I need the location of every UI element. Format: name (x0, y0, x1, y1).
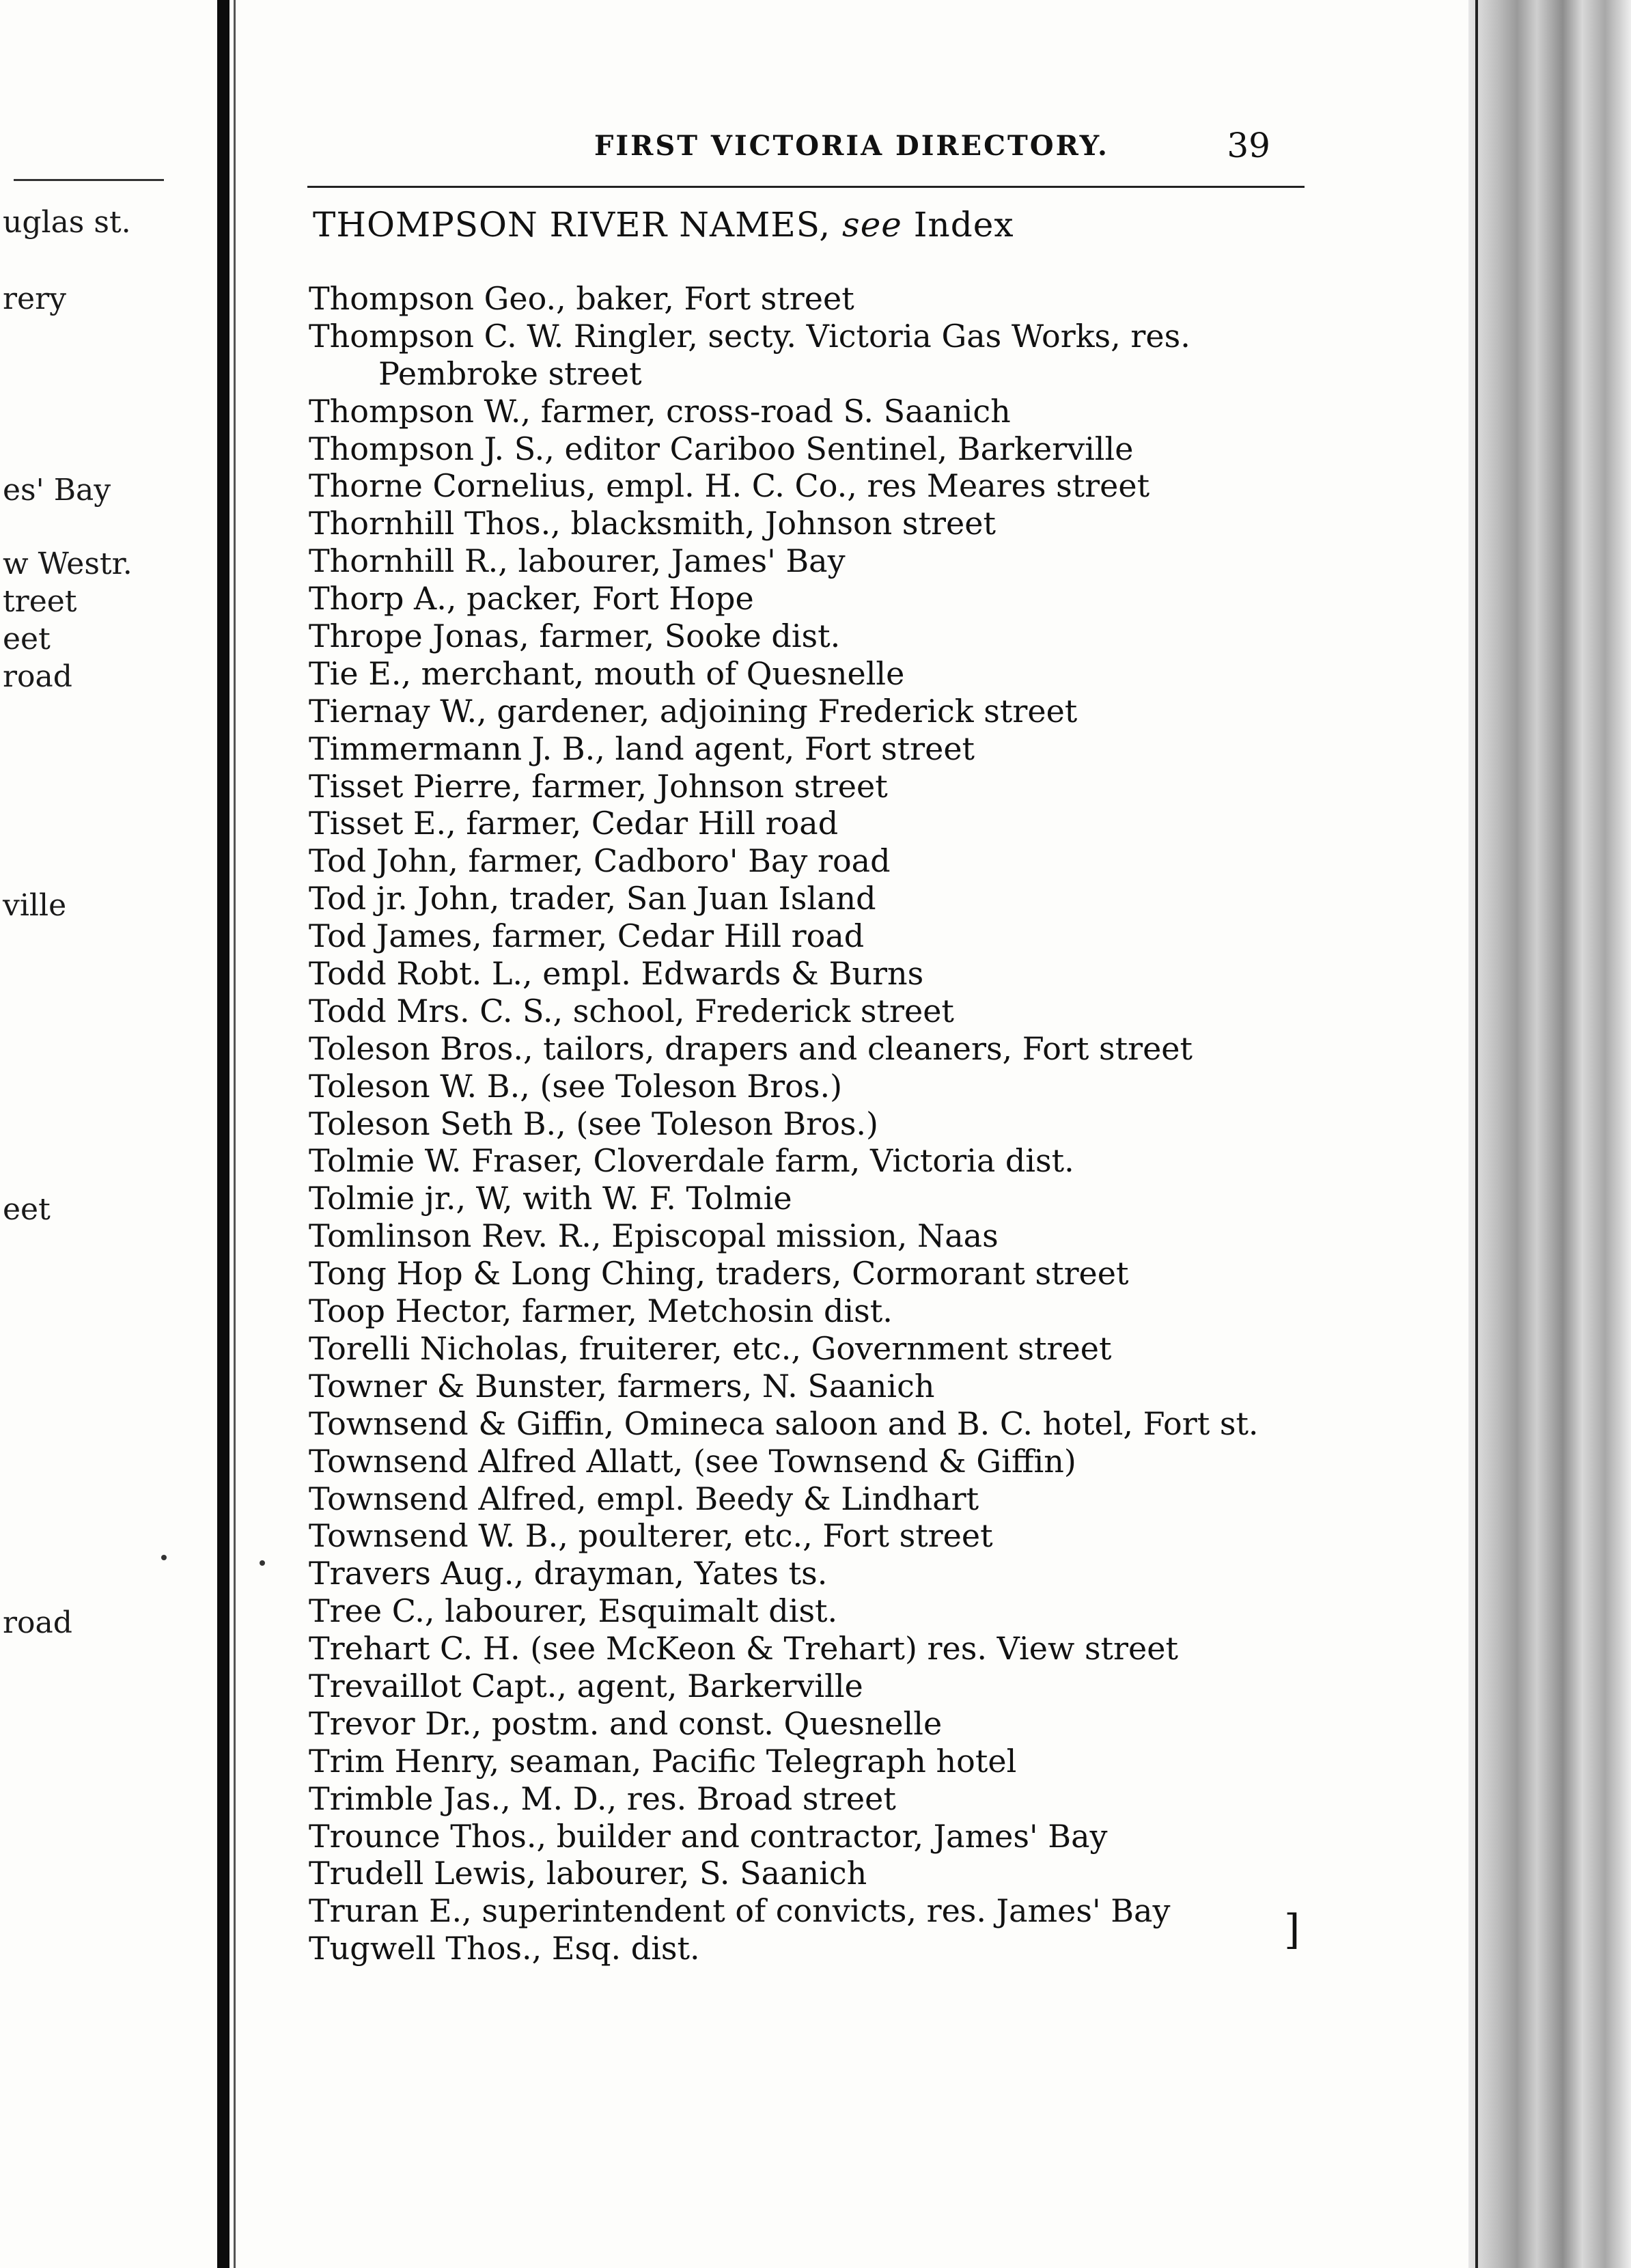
section-heading-title: THOMPSON RIVER NAMES, (313, 205, 831, 245)
directory-entry: Tong Hop & Long Ching, traders, Cormorant street (309, 1255, 1129, 1292)
binding-gutter (217, 0, 229, 2268)
directory-entry: Trudell Lewis, labourer, S. Saanich (309, 1855, 867, 1892)
section-heading (313, 205, 1014, 245)
directory-entry: Trehart C. H. (see McKeon & Trehart) res. View street (309, 1630, 1178, 1668)
directory-entry: Thompson J. S., editor Cariboo Sentinel, Barkerville (309, 430, 1134, 467)
directory-entry: Tod jr. John, trader, San Juan Island (309, 880, 876, 917)
directory-entry: Tolmie W. Fraser, Cloverdale farm, Victoria dist. (309, 1142, 1074, 1180)
directory-entry: Tree C., labourer, Esquimalt dist. (309, 1592, 838, 1630)
directory-entry: Townsend W. B., poulterer, etc., Fort street (309, 1517, 993, 1555)
directory-entry: Truran E., superintendent of convicts, res. James' Bay (309, 1892, 1171, 1930)
directory-entry: Thorne Cornelius, empl. H. C. Co., res Meares street (309, 467, 1150, 505)
directory-entry: Thompson W., farmer, cross-road S. Saanich (309, 392, 1011, 430)
directory-entry: Toop Hector, farmer, Metchosin dist. (309, 1292, 893, 1330)
left-fragment: road (3, 1605, 72, 1640)
left-fragment: w Westr. (3, 547, 133, 581)
directory-entry: Tod John, farmer, Cadboro' Bay road (309, 842, 891, 880)
left-fragment: treet (3, 584, 77, 619)
binding-gutter-edge (234, 0, 236, 2268)
left-fragment: road (3, 659, 72, 694)
directory-entry: Thrope Jonas, farmer, Sooke dist. (309, 618, 841, 655)
directory-entry: Tisset E., farmer, Cedar Hill road (309, 805, 839, 842)
directory-entry-continuation: Pembroke street (378, 355, 642, 392)
running-title: FIRST VICTORIA DIRECTORY. (594, 130, 1109, 162)
directory-entry: Tiernay W., gardener, adjoining Frederick street (309, 692, 1078, 730)
page-edge-rule (1475, 0, 1478, 2268)
directory-entry: Toleson Seth B., (see Toleson Bros.) (309, 1105, 878, 1142)
directory-entry: Townsend & Giffin, Omineca saloon and B. C. hotel, Fort st. (309, 1405, 1259, 1442)
directory-entry: Trevaillot Capt., agent, Barkerville (309, 1667, 863, 1704)
directory-entry: Todd Mrs. C. S., school, Frederick street (309, 992, 954, 1029)
left-fragment: es' Bay (3, 473, 111, 508)
directory-entry: Trim Henry, seaman, Pacific Telegraph hotel (309, 1742, 1017, 1780)
directory-entry: Trevor Dr., postm. and const. Quesnelle (309, 1704, 943, 1742)
left-fragment: ville (3, 888, 67, 923)
directory-entry: Torelli Nicholas, fruiterer, etc., Government street (309, 1329, 1112, 1367)
left-fragment: rery (3, 281, 66, 316)
header-rule (307, 186, 1305, 188)
directory-entry: Tugwell Thos., Esq. dist. (309, 1930, 700, 1967)
page-edge-stack (1468, 0, 1631, 2268)
directory-entry: Toleson W. B., (see Toleson Bros.) (309, 1067, 843, 1105)
directory-entry: Townsend Alfred Allatt, (see Townsend & Giffin) (309, 1442, 1076, 1480)
directory-entry: Tolmie jr., W, with W. F. Tolmie (309, 1180, 792, 1217)
directory-entry: Trounce Thos., builder and contractor, James' Bay (309, 1817, 1108, 1855)
directory-entry: Toleson Bros., tailors, drapers and cleaners, Fort street (309, 1029, 1193, 1067)
left-fragment: eet (3, 1192, 51, 1227)
directory-entry: Tod James, farmer, Cedar Hill road (309, 917, 865, 955)
running-header (307, 126, 1311, 171)
directory-entry: Thompson Geo., baker, Fort street (309, 280, 854, 317)
directory-entry: Travers Aug., drayman, Yates ts. (309, 1555, 828, 1592)
left-page-fragments (0, 0, 217, 2268)
directory-entry: Tie E., merchant, mouth of Quesnelle (309, 654, 905, 692)
directory-entry: Towner & Bunster, farmers, N. Saanich (309, 1367, 935, 1405)
margin-bracket-mark: ] (1284, 1906, 1300, 1954)
section-heading-see: see (842, 205, 902, 245)
directory-entry: Tisset Pierre, farmer, Johnson street (309, 767, 888, 805)
directory-entry: Todd Robt. L., empl. Edwards & Burns (309, 955, 924, 993)
page-number: 39 (1227, 126, 1270, 165)
left-fragment: eet (3, 622, 51, 656)
left-fragment: uglas st. (3, 205, 131, 240)
ink-speck (260, 1560, 265, 1566)
directory-entry: Trimble Jas., M. D., res. Broad street (309, 1780, 896, 1817)
directory-entries (309, 280, 1374, 1967)
directory-entry: Thorp A., packer, Fort Hope (309, 580, 754, 618)
section-heading-ref: Index (913, 205, 1014, 245)
directory-entry: Tomlinson Rev. R., Episcopal mission, Naas (309, 1217, 999, 1255)
directory-entry: Townsend Alfred, empl. Beedy & Lindhart (309, 1480, 979, 1517)
ink-speck (161, 1555, 167, 1560)
directory-entry: Thornhill R., labourer, James' Bay (309, 542, 846, 580)
directory-entry: Thornhill Thos., blacksmith, Johnson street (309, 505, 996, 542)
directory-entry: Thompson C. W. Ringler, secty. Victoria Gas Works, res. (309, 317, 1190, 355)
directory-entry: Timmermann J. B., land agent, Fort street (309, 730, 975, 767)
left-page-rule (14, 179, 164, 181)
